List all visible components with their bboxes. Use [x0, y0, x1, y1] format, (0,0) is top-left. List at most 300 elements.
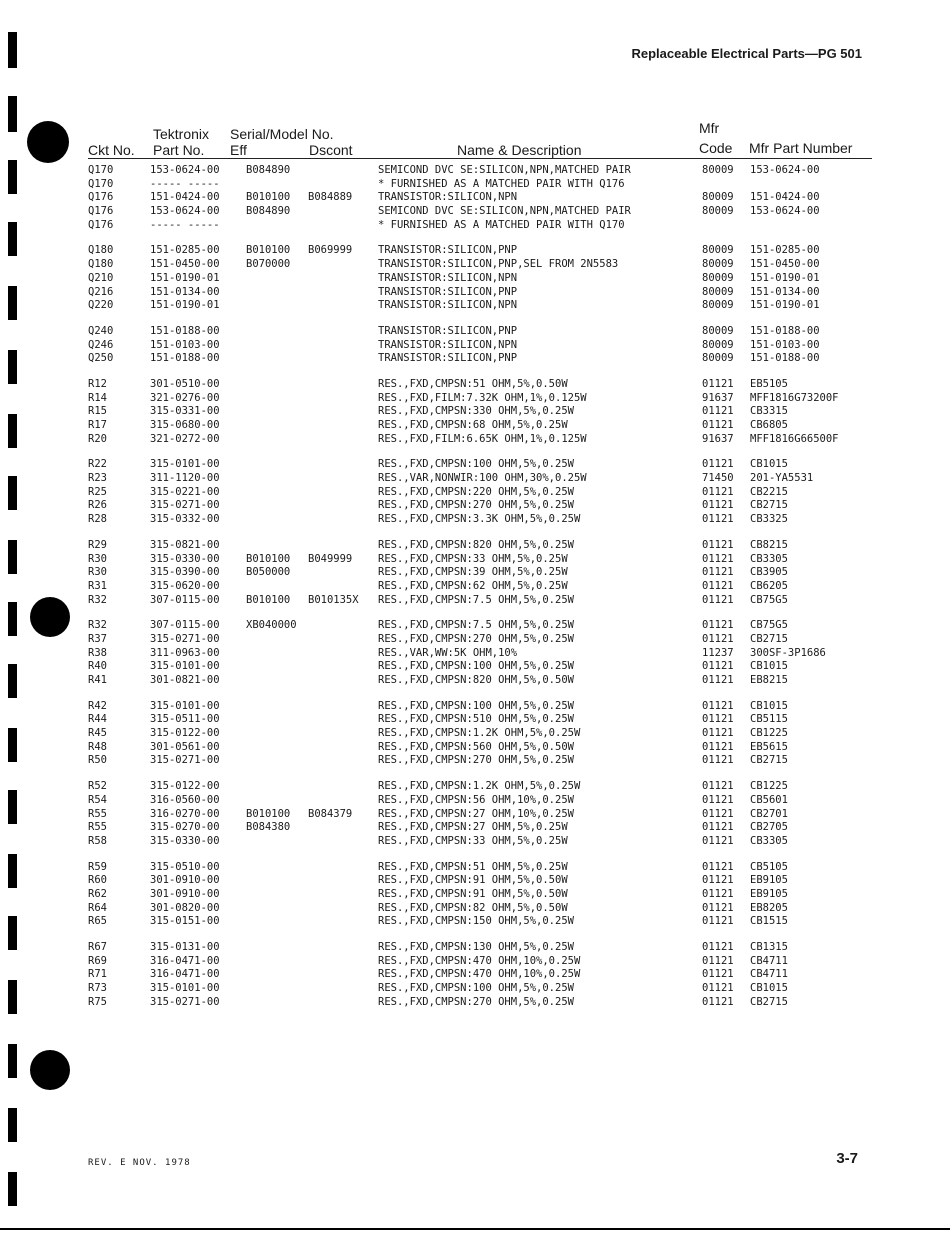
table-row: [88, 325, 872, 339]
mfr-part-number-cell: EB5615: [750, 740, 788, 753]
mfr-code-cell: 80009: [702, 338, 734, 351]
table-row: [88, 619, 872, 633]
mfr-part-number-cell: MFF1816G66500F: [750, 432, 839, 445]
ckt-no-cell: R30: [88, 566, 107, 579]
ckt-no-cell: R58: [88, 834, 107, 847]
table-row: [88, 727, 872, 741]
part-no-cell: 301-0821-00: [150, 674, 220, 686]
ckt-no-cell: Q170: [88, 177, 114, 190]
mfr-part-number-cell: CB5105: [750, 860, 788, 873]
ckt-no-cell: Q210: [88, 271, 114, 284]
ckt-no-cell: R28: [88, 513, 107, 526]
part-no-cell: 315-0821-00: [150, 538, 220, 551]
table-row: [88, 902, 872, 916]
header-dscont: Dscont: [309, 142, 353, 158]
name-description-cell: SEMICOND DVC SE:SILICON,NPN,MATCHED PAIR: [378, 164, 631, 176]
ckt-no-cell: Q170: [88, 164, 114, 176]
ckt-no-cell: R20: [88, 432, 107, 445]
dscont-cell: B049999: [308, 552, 353, 565]
mfr-part-number-cell: 153-0624-00: [750, 164, 820, 176]
mfr-part-number-cell: 151-0285-00: [750, 244, 820, 257]
mfr-part-number-cell: EB9105: [750, 874, 788, 887]
name-description-cell: RES.,FXD,CMPSN:33 OHM,5%,0.25W: [378, 834, 568, 847]
name-description-cell: RES.,FXD,FILM:7.32K OHM,1%,0.125W: [378, 391, 587, 404]
eff-cell: B070000: [246, 258, 291, 271]
revision-date: REV. E NOV. 1978: [88, 1158, 191, 1168]
ckt-no-cell: R17: [88, 419, 107, 431]
mfr-code-cell: 80009: [702, 191, 734, 204]
parts-group: [88, 539, 872, 607]
mfr-code-cell: 01121: [702, 860, 734, 873]
table-row: [88, 754, 872, 768]
name-description-cell: RES.,FXD,CMPSN:39 OHM,5%,0.25W: [378, 566, 568, 579]
mfr-code-cell: 01121: [702, 619, 734, 632]
mfr-code-cell: 80009: [702, 299, 734, 312]
table-row: [88, 458, 872, 472]
part-no-cell: 311-0963-00: [150, 646, 220, 659]
mfr-code-cell: 80009: [702, 285, 734, 298]
dscont-cell: B084379: [308, 807, 353, 820]
mfr-code-cell: 01121: [702, 954, 734, 967]
ckt-no-cell: R23: [88, 472, 107, 485]
part-no-cell: 316-0560-00: [150, 793, 220, 806]
part-no-cell: 315-0101-00: [150, 982, 220, 995]
part-no-cell: 315-0271-00: [150, 995, 220, 1008]
ckt-no-cell: R60: [88, 874, 107, 887]
mfr-part-number-cell: 151-0450-00: [750, 258, 820, 271]
table-row: [88, 968, 872, 982]
name-description-cell: TRANSISTOR:SILICON,PNP: [378, 352, 518, 365]
parts-table: [88, 164, 872, 1021]
mfr-part-number-cell: CB5115: [750, 713, 788, 726]
part-no-cell: 301-0820-00: [150, 901, 220, 914]
mfr-code-cell: 01121: [702, 405, 734, 418]
mfr-code-cell: 01121: [702, 593, 734, 606]
table-row: [88, 955, 872, 969]
part-no-cell: 315-0332-00: [150, 513, 220, 526]
table-row: [88, 996, 872, 1010]
table-row: [88, 378, 872, 392]
mfr-code-cell: 01121: [702, 793, 734, 806]
name-description-cell: TRANSISTOR:SILICON,PNP: [378, 285, 518, 298]
parts-group: [88, 700, 872, 768]
header-mfr-part-number: Mfr Part Number: [749, 140, 853, 156]
mfr-code-cell: 80009: [702, 164, 734, 176]
name-description-cell: RES.,FXD,CMPSN:510 OHM,5%,0.25W: [378, 713, 574, 726]
table-row: [88, 164, 872, 178]
eff-cell: XB040000: [246, 619, 297, 632]
mfr-code-cell: 01121: [702, 887, 734, 900]
mfr-code-cell: 01121: [702, 552, 734, 565]
header-rule: [88, 158, 872, 159]
mfr-part-number-cell: CB75G5: [750, 593, 788, 606]
mfr-code-cell: 80009: [702, 258, 734, 271]
part-no-cell: 315-0101-00: [150, 699, 220, 712]
ckt-no-cell: R54: [88, 793, 107, 806]
ckt-no-cell: R75: [88, 995, 107, 1008]
ckt-no-cell: R40: [88, 660, 107, 673]
mfr-part-number-cell: CB75G5: [750, 619, 788, 632]
name-description-cell: RES.,FXD,CMPSN:56 OHM,10%,0.25W: [378, 793, 574, 806]
ckt-no-cell: R55: [88, 821, 107, 834]
part-no-cell: 153-0624-00: [150, 164, 220, 176]
table-row: [88, 861, 872, 875]
part-no-cell: 316-0270-00: [150, 807, 220, 820]
name-description-cell: RES.,FXD,CMPSN:470 OHM,10%,0.25W: [378, 954, 581, 967]
binder-margin: [0, 0, 80, 1233]
ckt-no-cell: R71: [88, 968, 107, 981]
table-row: [88, 566, 872, 580]
table-row: [88, 915, 872, 929]
mfr-part-number-cell: CB1015: [750, 699, 788, 712]
part-no-cell: 301-0561-00: [150, 740, 220, 753]
part-no-cell: 151-0450-00: [150, 258, 220, 271]
name-description-cell: RES.,VAR,WW:5K OHM,10%: [378, 646, 518, 659]
eff-cell: B010100: [246, 593, 291, 606]
table-row: [88, 299, 872, 313]
part-no-cell: 316-0471-00: [150, 968, 220, 981]
name-description-cell: RES.,FXD,CMPSN:51 OHM,5%,0.25W: [378, 860, 568, 873]
mfr-code-cell: 01121: [702, 727, 734, 740]
ckt-no-cell: R50: [88, 754, 107, 767]
name-description-cell: RES.,FXD,CMPSN:470 OHM,10%,0.25W: [378, 968, 581, 981]
mfr-code-cell: 91637: [702, 391, 734, 404]
table-row: [88, 352, 872, 366]
name-description-cell: RES.,FXD,CMPSN:100 OHM,5%,0.25W: [378, 458, 574, 471]
name-description-cell: RES.,FXD,CMPSN:820 OHM,5%,0.25W: [378, 538, 574, 551]
eff-cell: B050000: [246, 566, 291, 579]
parts-group: [88, 325, 872, 366]
name-description-cell: * FURNISHED AS A MATCHED PAIR WITH Q176: [378, 177, 625, 190]
table-row: [88, 700, 872, 714]
mfr-part-number-cell: EB9105: [750, 887, 788, 900]
name-description-cell: RES.,FXD,CMPSN:330 OHM,5%,0.25W: [378, 405, 574, 418]
mfr-part-number-cell: CB1015: [750, 660, 788, 673]
table-row: [88, 258, 872, 272]
mfr-part-number-cell: CB1515: [750, 915, 788, 928]
part-no-cell: ----- -----: [150, 218, 220, 231]
table-row: [88, 647, 872, 661]
ckt-no-cell: R55: [88, 807, 107, 820]
table-row: [88, 433, 872, 447]
mfr-code-cell: 01121: [702, 874, 734, 887]
mfr-part-number-cell: 151-0190-01: [750, 299, 820, 312]
table-row: [88, 713, 872, 727]
ckt-no-cell: R67: [88, 941, 107, 953]
ckt-no-cell: Q240: [88, 324, 114, 337]
mfr-part-number-cell: 153-0624-00: [750, 205, 820, 218]
part-no-cell: 316-0471-00: [150, 954, 220, 967]
parts-group: [88, 164, 872, 232]
mfr-code-cell: 01121: [702, 674, 734, 686]
table-row: [88, 794, 872, 808]
ckt-no-cell: R52: [88, 780, 107, 793]
mfr-part-number-cell: 201-YA5531: [750, 472, 814, 485]
ckt-no-cell: Q180: [88, 258, 114, 271]
eff-cell: B084380: [246, 821, 291, 834]
table-row: [88, 272, 872, 286]
table-row: [88, 674, 872, 688]
part-no-cell: 315-0101-00: [150, 458, 220, 471]
mfr-code-cell: 80009: [702, 271, 734, 284]
page-number: 3-7: [836, 1150, 858, 1167]
mfr-code-cell: 80009: [702, 352, 734, 365]
mfr-code-cell: 80009: [702, 244, 734, 257]
ckt-no-cell: R32: [88, 619, 107, 632]
name-description-cell: RES.,FXD,CMPSN:3.3K OHM,5%,0.25W: [378, 513, 581, 526]
header-serial-model: Serial/Model No.: [230, 126, 334, 142]
ckt-no-cell: R38: [88, 646, 107, 659]
name-description-cell: RES.,FXD,CMPSN:100 OHM,5%,0.25W: [378, 660, 574, 673]
parts-group: [88, 244, 872, 312]
name-description-cell: RES.,FXD,CMPSN:27 OHM,5%,0.25W: [378, 821, 568, 834]
ckt-no-cell: R30: [88, 552, 107, 565]
table-row: [88, 392, 872, 406]
part-no-cell: 151-0103-00: [150, 338, 220, 351]
mfr-code-cell: 80009: [702, 205, 734, 218]
name-description-cell: RES.,FXD,CMPSN:560 OHM,5%,0.50W: [378, 740, 574, 753]
ckt-no-cell: Q176: [88, 191, 114, 204]
part-no-cell: ----- -----: [150, 177, 220, 190]
ckt-no-cell: R26: [88, 499, 107, 512]
mfr-part-number-cell: MFF1816G73200F: [750, 391, 839, 404]
part-no-cell: 315-0270-00: [150, 821, 220, 834]
table-row: [88, 499, 872, 513]
part-no-cell: 151-0188-00: [150, 352, 220, 365]
ckt-no-cell: R31: [88, 579, 107, 592]
ckt-no-cell: R42: [88, 699, 107, 712]
table-row: [88, 660, 872, 674]
table-row: [88, 339, 872, 353]
ckt-no-cell: R37: [88, 632, 107, 645]
mfr-code-cell: 01121: [702, 941, 734, 953]
mfr-part-number-cell: CB1015: [750, 458, 788, 471]
mfr-part-number-cell: CB1225: [750, 780, 788, 793]
name-description-cell: RES.,FXD,CMPSN:51 OHM,5%,0.50W: [378, 377, 568, 390]
table-row: [88, 835, 872, 849]
mfr-part-number-cell: CB3325: [750, 513, 788, 526]
name-description-cell: TRANSISTOR:SILICON,NPN: [378, 299, 518, 312]
dscont-cell: B010135X: [308, 593, 359, 606]
table-row: [88, 982, 872, 996]
parts-group: [88, 619, 872, 687]
dscont-cell: B084889: [308, 191, 353, 204]
mfr-code-cell: 80009: [702, 324, 734, 337]
page-title: Replaceable Electrical Parts—PG 501: [631, 46, 862, 61]
part-no-cell: 151-0285-00: [150, 244, 220, 257]
part-no-cell: 315-0221-00: [150, 485, 220, 498]
mfr-code-cell: 01121: [702, 821, 734, 834]
part-no-cell: 151-0190-01: [150, 299, 220, 312]
header-mfr: Mfr: [699, 120, 720, 136]
table-row: [88, 472, 872, 486]
part-no-cell: 301-0510-00: [150, 377, 220, 390]
header-part-no: Part No.: [153, 142, 205, 158]
name-description-cell: TRANSISTOR:SILICON,NPN: [378, 271, 518, 284]
name-description-cell: SEMICOND DVC SE:SILICON,NPN,MATCHED PAIR: [378, 205, 631, 218]
ckt-no-cell: R65: [88, 915, 107, 928]
part-no-cell: 315-0390-00: [150, 566, 220, 579]
mfr-part-number-cell: 151-0188-00: [750, 324, 820, 337]
mfr-part-number-cell: CB1225: [750, 727, 788, 740]
part-no-cell: 311-1120-00: [150, 472, 220, 485]
mfr-part-number-cell: CB3905: [750, 566, 788, 579]
name-description-cell: RES.,FXD,CMPSN:62 OHM,5%,0.25W: [378, 579, 568, 592]
part-no-cell: 315-0101-00: [150, 660, 220, 673]
table-row: [88, 780, 872, 794]
part-no-cell: 301-0910-00: [150, 874, 220, 887]
table-row: [88, 888, 872, 902]
ckt-no-cell: R45: [88, 727, 107, 740]
table-row: [88, 633, 872, 647]
mfr-part-number-cell: 300SF-3P1686: [750, 646, 826, 659]
mfr-part-number-cell: CB4711: [750, 954, 788, 967]
mfr-code-cell: 01121: [702, 780, 734, 793]
part-no-cell: 307-0115-00: [150, 619, 220, 632]
ckt-no-cell: R44: [88, 713, 107, 726]
mfr-part-number-cell: EB8205: [750, 901, 788, 914]
table-row: [88, 286, 872, 300]
mfr-part-number-cell: CB4711: [750, 968, 788, 981]
mfr-part-number-cell: CB1315: [750, 941, 788, 953]
table-row: [88, 219, 872, 233]
mfr-part-number-cell: CB2715: [750, 995, 788, 1008]
mfr-code-cell: 01121: [702, 419, 734, 431]
mfr-part-number-cell: EB5105: [750, 377, 788, 390]
ckt-no-cell: R73: [88, 982, 107, 995]
name-description-cell: RES.,FXD,CMPSN:91 OHM,5%,0.50W: [378, 887, 568, 900]
name-description-cell: TRANSISTOR:SILICON,PNP: [378, 324, 518, 337]
mfr-part-number-cell: CB6205: [750, 579, 788, 592]
mfr-code-cell: 91637: [702, 432, 734, 445]
eff-cell: B010100: [246, 244, 291, 257]
part-no-cell: 315-0330-00: [150, 834, 220, 847]
name-description-cell: RES.,FXD,FILM:6.65K OHM,1%,0.125W: [378, 432, 587, 445]
dscont-cell: B069999: [308, 244, 353, 257]
ckt-no-cell: Q250: [88, 352, 114, 365]
ckt-no-cell: R22: [88, 458, 107, 471]
part-no-cell: 153-0624-00: [150, 205, 220, 218]
part-no-cell: 315-0271-00: [150, 499, 220, 512]
mfr-code-cell: 01121: [702, 632, 734, 645]
name-description-cell: RES.,FXD,CMPSN:270 OHM,5%,0.25W: [378, 632, 574, 645]
table-row: [88, 553, 872, 567]
table-row: [88, 580, 872, 594]
header-code: Code: [699, 140, 733, 156]
mfr-part-number-cell: CB2715: [750, 632, 788, 645]
mfr-code-cell: 01121: [702, 699, 734, 712]
table-row: [88, 178, 872, 192]
mfr-code-cell: 01121: [702, 499, 734, 512]
name-description-cell: TRANSISTOR:SILICON,NPN: [378, 191, 518, 204]
eff-cell: B084890: [246, 205, 291, 218]
table-row: [88, 191, 872, 205]
table-row: [88, 874, 872, 888]
mfr-part-number-cell: 151-0103-00: [750, 338, 820, 351]
ckt-no-cell: R29: [88, 538, 107, 551]
mfr-part-number-cell: EB8215: [750, 674, 788, 686]
part-no-cell: 315-0122-00: [150, 780, 220, 793]
table-row: [88, 419, 872, 433]
mfr-part-number-cell: CB8215: [750, 538, 788, 551]
eff-cell: B084890: [246, 164, 291, 176]
ckt-no-cell: R14: [88, 391, 107, 404]
name-description-cell: TRANSISTOR:SILICON,PNP: [378, 244, 518, 257]
name-description-cell: * FURNISHED AS A MATCHED PAIR WITH Q170: [378, 218, 625, 231]
header-eff: Eff: [230, 142, 247, 158]
mfr-part-number-cell: CB2715: [750, 754, 788, 767]
ckt-no-cell: R32: [88, 593, 107, 606]
table-row: [88, 941, 872, 955]
mfr-part-number-cell: CB2705: [750, 821, 788, 834]
mfr-code-cell: 01121: [702, 915, 734, 928]
name-description-cell: RES.,FXD,CMPSN:68 OHM,5%,0.25W: [378, 419, 568, 431]
mfr-part-number-cell: CB3305: [750, 552, 788, 565]
mfr-part-number-cell: CB2215: [750, 485, 788, 498]
name-description-cell: RES.,FXD,CMPSN:7.5 OHM,5%,0.25W: [378, 619, 574, 632]
part-no-cell: 315-0680-00: [150, 419, 220, 431]
table-row: [88, 821, 872, 835]
mfr-code-cell: 01121: [702, 901, 734, 914]
mfr-code-cell: 01121: [702, 968, 734, 981]
ckt-no-cell: R41: [88, 674, 107, 686]
part-no-cell: 315-0331-00: [150, 405, 220, 418]
part-no-cell: 151-0134-00: [150, 285, 220, 298]
part-no-cell: 315-0510-00: [150, 860, 220, 873]
name-description-cell: RES.,FXD,CMPSN:1.2K OHM,5%,0.25W: [378, 727, 581, 740]
part-no-cell: 315-0151-00: [150, 915, 220, 928]
parts-group: [88, 941, 872, 1009]
mfr-code-cell: 01121: [702, 754, 734, 767]
table-row: [88, 513, 872, 527]
ckt-no-cell: R15: [88, 405, 107, 418]
mfr-code-cell: 01121: [702, 579, 734, 592]
mfr-part-number-cell: CB3305: [750, 834, 788, 847]
parts-group: [88, 458, 872, 526]
mfr-code-cell: 01121: [702, 713, 734, 726]
table-row: [88, 486, 872, 500]
ckt-no-cell: R69: [88, 954, 107, 967]
part-no-cell: 315-0131-00: [150, 941, 220, 953]
eff-cell: B010100: [246, 807, 291, 820]
name-description-cell: RES.,FXD,CMPSN:33 OHM,5%,0.25W: [378, 552, 568, 565]
mfr-code-cell: 01121: [702, 566, 734, 579]
mfr-part-number-cell: 151-0424-00: [750, 191, 820, 204]
mfr-code-cell: 01121: [702, 982, 734, 995]
table-row: [88, 205, 872, 219]
ckt-no-cell: Q220: [88, 299, 114, 312]
mfr-part-number-cell: CB2715: [750, 499, 788, 512]
name-description-cell: RES.,FXD,CMPSN:27 OHM,10%,0.25W: [378, 807, 574, 820]
mfr-code-cell: 11237: [702, 646, 734, 659]
table-row: [88, 244, 872, 258]
ckt-no-cell: Q176: [88, 205, 114, 218]
mfr-code-cell: 01121: [702, 513, 734, 526]
name-description-cell: RES.,FXD,CMPSN:150 OHM,5%,0.25W: [378, 915, 574, 928]
part-no-cell: 301-0910-00: [150, 887, 220, 900]
parts-group: [88, 780, 872, 848]
part-no-cell: 315-0511-00: [150, 713, 220, 726]
part-no-cell: 321-0272-00: [150, 432, 220, 445]
name-description-cell: RES.,FXD,CMPSN:220 OHM,5%,0.25W: [378, 485, 574, 498]
name-description-cell: TRANSISTOR:SILICON,PNP,SEL FROM 2N5583: [378, 258, 619, 271]
ckt-no-cell: R64: [88, 901, 107, 914]
mfr-code-cell: 01121: [702, 377, 734, 390]
mfr-part-number-cell: CB6805: [750, 419, 788, 431]
name-description-cell: RES.,FXD,CMPSN:130 OHM,5%,0.25W: [378, 941, 574, 953]
name-description-cell: RES.,FXD,CMPSN:270 OHM,5%,0.25W: [378, 995, 574, 1008]
parts-group: [88, 861, 872, 929]
